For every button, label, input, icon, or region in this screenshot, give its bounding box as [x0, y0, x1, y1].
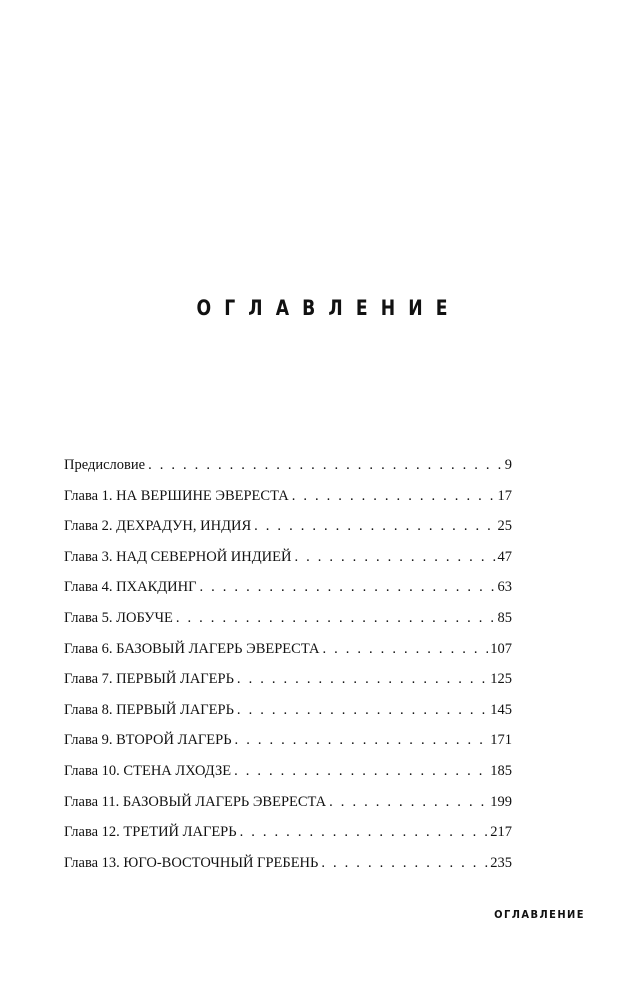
toc-entry-page: 47 [497, 548, 512, 565]
toc-entry-page: 25 [497, 518, 512, 535]
toc-entry-label: Глава 5. ЛОБУЧЕ [64, 609, 173, 626]
toc-entry [64, 577, 512, 608]
toc-entry-label: Глава 3. НАД СЕВЕРНОЙ ИНДИЕЙ [64, 548, 292, 565]
toc-entry-label: Глава 1. НА ВЕРШИНЕ ЭВЕРЕСТА [64, 487, 289, 504]
toc-entry [64, 669, 512, 700]
toc-entry-label: Глава 8. ПЕРВЫЙ ЛАГЕРЬ [64, 701, 234, 718]
toc-entry-label: Глава 11. БАЗОВЫЙ ЛАГЕРЬ ЭВЕРЕСТА [64, 793, 327, 810]
toc-leader-dots [329, 792, 488, 812]
toc-entry-page: 199 [490, 793, 512, 810]
toc-entry [64, 486, 512, 517]
toc-entry [64, 455, 512, 486]
toc-entry-page: 145 [490, 701, 512, 718]
toc-entry [64, 730, 512, 761]
toc-leader-dots [254, 516, 495, 536]
toc-entry-label: Глава 2. ДЕХРАДУН, ИНДИЯ [64, 518, 252, 535]
toc-entry-label: Глава 6. БАЗОВЫЙ ЛАГЕРЬ ЭВЕРЕСТА [64, 640, 320, 657]
toc-leader-dots [176, 608, 496, 628]
toc-leader-dots [199, 577, 495, 597]
toc-leader-dots [321, 853, 488, 873]
table-of-contents [64, 455, 512, 883]
toc-entry-page: 171 [490, 732, 512, 749]
toc-leader-dots [292, 486, 496, 506]
toc-entry [64, 608, 512, 639]
toc-entry-page: 85 [497, 609, 512, 626]
toc-entry [64, 822, 512, 853]
toc-entry [64, 516, 512, 547]
toc-entry [64, 547, 512, 578]
toc-leader-dots [240, 822, 489, 842]
page-title: ОГЛАВЛЕНИЕ [196, 296, 461, 320]
toc-leader-dots [148, 455, 503, 475]
toc-leader-dots [294, 547, 495, 567]
toc-entry [64, 639, 512, 670]
toc-entry-page: 235 [490, 854, 512, 871]
toc-leader-dots [237, 669, 488, 689]
toc-leader-dots [322, 639, 488, 659]
toc-entry-page: 125 [490, 671, 512, 688]
toc-entry-label: Глава 13. ЮГО-ВОСТОЧНЫЙ ГРЕБЕНЬ [64, 854, 319, 871]
toc-entry-label: Глава 4. ПХАКДИНГ [64, 579, 197, 596]
toc-entry-label: Глава 12. ТРЕТИЙ ЛАГЕРЬ [64, 824, 237, 841]
toc-entry [64, 792, 512, 823]
toc-entry-page: 17 [497, 487, 512, 504]
toc-entry-label: Глава 7. ПЕРВЫЙ ЛАГЕРЬ [64, 671, 234, 688]
toc-leader-dots [234, 761, 488, 781]
toc-leader-dots [235, 730, 489, 750]
toc-entry [64, 700, 512, 731]
toc-entry-page: 185 [490, 762, 512, 779]
toc-entry [64, 761, 512, 792]
toc-entry-page: 217 [490, 824, 512, 841]
toc-entry-page: 9 [504, 457, 512, 473]
toc-entry-label: Глава 10. СТЕНА ЛХОДЗЕ [64, 762, 232, 779]
toc-entry-page: 107 [490, 640, 512, 657]
toc-leader-dots [237, 700, 488, 720]
toc-entry-page: 63 [497, 579, 512, 596]
toc-entry-label: Предисловие [64, 457, 146, 473]
toc-entry-label: Глава 9. ВТОРОЙ ЛАГЕРЬ [64, 732, 232, 749]
toc-entry [64, 853, 512, 884]
running-footer: ОГЛАВЛЕНИЕ [494, 908, 585, 921]
